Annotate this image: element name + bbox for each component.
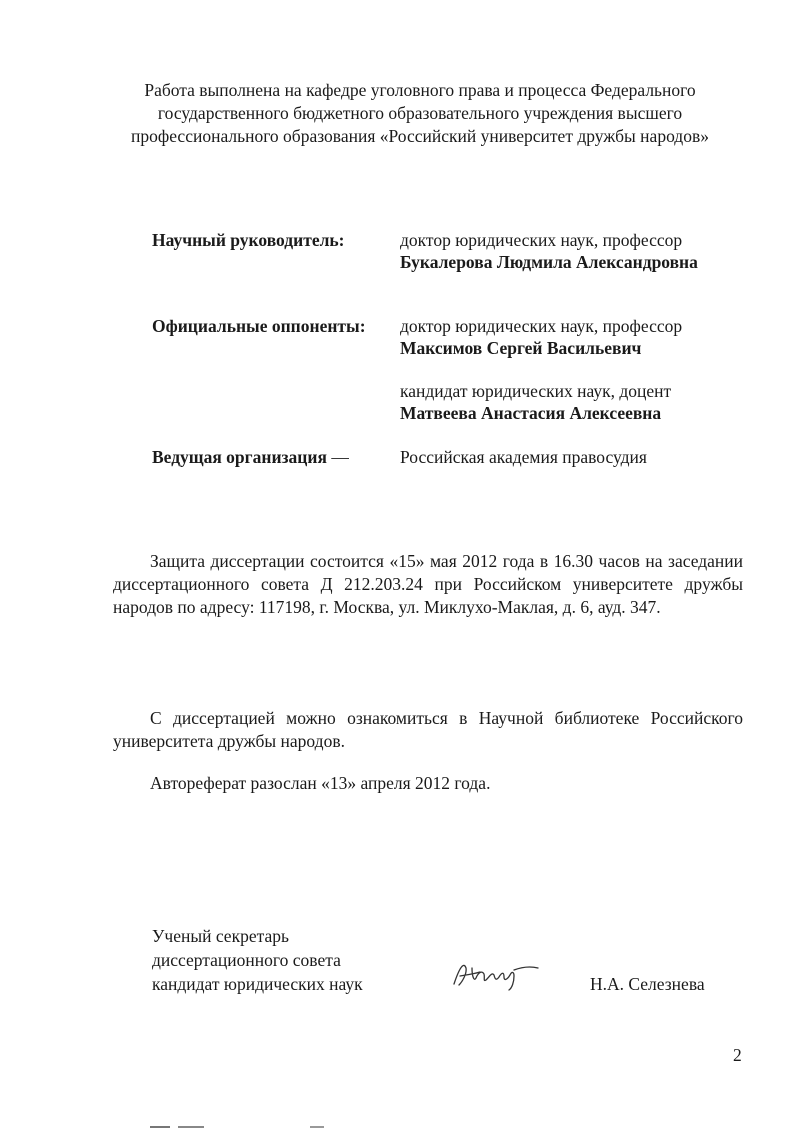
- dispatch-paragraph: [113, 772, 743, 795]
- opponents-label: Официальные оппоненты:: [152, 316, 366, 336]
- secretary-name: Н.А. Селезнева: [590, 974, 705, 994]
- header-line-2: государственного бюджетного образовательного учреждения высшего: [157, 103, 683, 123]
- library-paragraph: [113, 707, 743, 753]
- leading-org-value: Российская академия правосудия: [400, 447, 647, 467]
- header-line-1: Работа выполнена на кафедре уголовного права и процесса Федерального: [144, 80, 696, 100]
- secretary-block: [152, 924, 363, 996]
- leading-org-label-text: Ведущая организация: [152, 447, 327, 467]
- defense-text: Защита диссертации состоится «15» мая 2012 года в 16.30 часов на заседании диссертационного совета Д 212.203.24 при Российском университете дружбы народов по адресу: 117198, г. Москва, ул. Миклухо-Маклая, д. 6, ауд. 347.: [113, 551, 743, 617]
- opponent-2-name: Матвеева Анастасия Алексеевна: [400, 403, 662, 423]
- scan-edge-marks: [150, 1124, 370, 1130]
- supervisor-name: Букалерова Людмила Александровна: [400, 252, 698, 272]
- organization-header: [100, 79, 740, 148]
- supervisor-info: [400, 229, 698, 273]
- opponent-1-title: доктор юридических наук, профессор: [400, 316, 683, 336]
- opponent-1-name: Максимов Сергей Васильевич: [400, 338, 642, 358]
- opponent-2-title: кандидат юридических наук, доцент: [400, 381, 672, 401]
- secretary-line-3: кандидат юридических наук: [152, 974, 363, 994]
- leading-org-label: [152, 446, 349, 468]
- handwritten-signature: [450, 958, 540, 992]
- page-number: 2: [733, 1045, 742, 1065]
- opponent-1: [400, 315, 682, 359]
- defense-paragraph: [113, 550, 743, 619]
- leading-org-separator: —: [326, 447, 349, 467]
- header-line-3: профессионального образования «Российский университет дружбы народов»: [131, 126, 709, 146]
- supervisor-title: доктор юридических наук, профессор: [400, 230, 683, 250]
- supervisor-label: Научный руководитель:: [152, 230, 345, 250]
- secretary-line-2: диссертационного совета: [152, 950, 341, 970]
- library-text: С диссертацией можно ознакомиться в Научной библиотеке Российского университета дружбы народов.: [113, 708, 743, 751]
- opponent-2: [400, 380, 671, 424]
- dispatch-text: Автореферат разослан «13» апреля 2012 года.: [150, 773, 491, 793]
- secretary-line-1: Ученый секретарь: [152, 926, 289, 946]
